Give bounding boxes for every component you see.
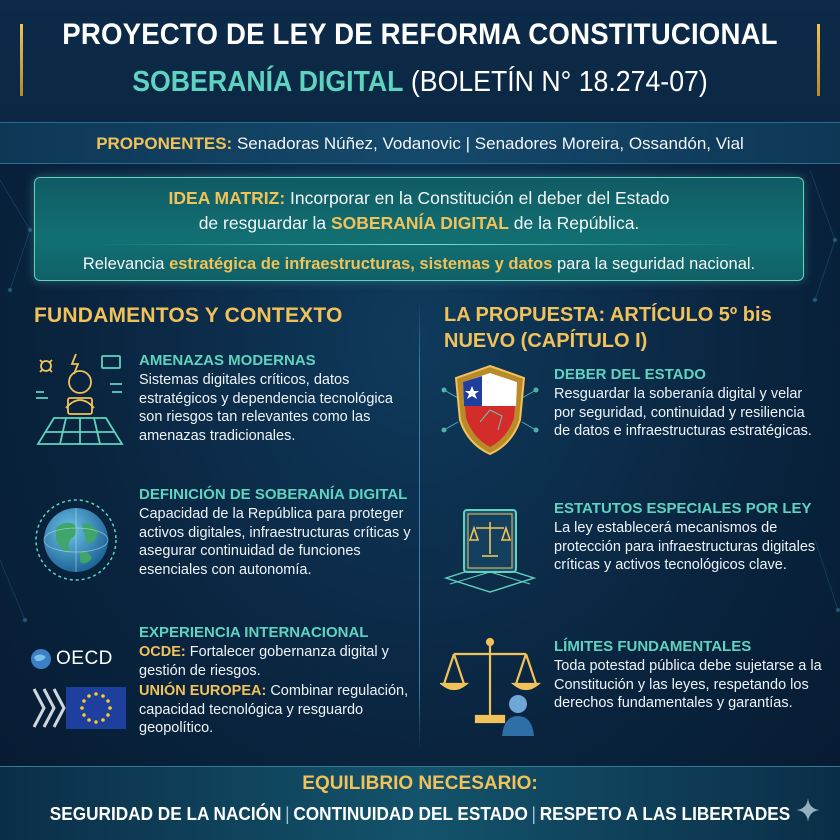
estatutos-title: ESTATUTOS ESPECIALES POR LEY xyxy=(554,500,812,517)
page-subtitle xyxy=(34,66,807,99)
footer-separator: | xyxy=(531,803,537,824)
globe-icon xyxy=(30,494,122,586)
experiencia-block xyxy=(139,624,409,738)
footer-item-libertades: RESPETO A LAS LIBERTADES xyxy=(539,803,791,824)
proponentes-bar xyxy=(0,122,840,164)
ue-description: Combinar regulación, capacidad tecnológica y resguardo geopolítico. xyxy=(139,683,409,736)
idea-line3 xyxy=(35,255,803,274)
ue-label: UNIÓN EUROPEA: xyxy=(139,683,267,699)
page-title: PROYECTO DE LEY DE REFORMA CONSTITUCIONAL xyxy=(62,18,778,51)
header-left-accent xyxy=(20,24,23,96)
idea-line1-text: Incorporar en la Constitución el deber del Estado xyxy=(285,188,670,208)
limites-text: Toda potestad pública debe sujetarse a la Constitución y las leyes, respetando los derechos fundamentales y garantías. xyxy=(554,658,822,711)
deber-block xyxy=(554,366,824,441)
footer-item-continuidad: CONTINUIDAD DEL ESTADO xyxy=(293,803,528,824)
limites-title: LÍMITES FUNDAMENTALES xyxy=(554,638,752,655)
chile-shield-icon xyxy=(440,360,540,460)
footer-item-seguridad: SEGURIDAD DE LA NACIÓN xyxy=(49,803,282,824)
header-right-accent xyxy=(817,24,820,96)
oecd-logo xyxy=(30,648,130,670)
idea-line3-prefix: Relevancia xyxy=(82,255,170,273)
fundamentos-heading: FUNDAMENTOS Y CONTEXTO xyxy=(34,304,343,327)
eu-flag-icon xyxy=(30,685,128,731)
sparkle-icon xyxy=(796,798,820,822)
ocde-text xyxy=(139,643,409,680)
scales-of-justice-icon xyxy=(440,632,544,742)
ocde-label: OCDE: xyxy=(139,644,186,660)
column-divider xyxy=(419,300,420,750)
definicion-title: DEFINICIÓN DE SOBERANÍA DIGITAL xyxy=(139,486,408,503)
oecd-globe-icon xyxy=(30,648,54,670)
proponentes-value: Senadoras Núñez, Vodanovic | Senadores Moreira, Ossandón, Vial xyxy=(232,134,744,153)
hacker-icon xyxy=(30,352,130,448)
amenazas-text: Sistemas digitales críticos, datos estratégicos y dependencia tecnológica son riesgos tan relevantes como las amenazas tradicionales. xyxy=(139,372,393,444)
ocde-description: Fortalecer gobernanza digital y gestión de riesgos. xyxy=(139,644,389,679)
proponentes-label: PROPONENTES: xyxy=(96,134,233,153)
propuesta-heading: LA PROPUESTA: ARTÍCULO 5º bis NUEVO (CAPÍTULO I) xyxy=(444,304,772,352)
experiencia-title: EXPERIENCIA INTERNACIONAL xyxy=(139,624,369,641)
footer xyxy=(0,766,840,840)
idea-line3-highlight: estratégica de infraestructuras, sistemas y datos xyxy=(169,255,553,273)
idea-line2 xyxy=(35,213,803,234)
definicion-text: Capacidad de la República para proteger activos digitales, infraestructuras críticas y asegurar continuidad de funciones esenciales con autonomía. xyxy=(139,506,411,578)
idea-line3-suffix: para la seguridad nacional. xyxy=(552,255,756,273)
law-book-icon xyxy=(440,500,540,600)
idea-matriz-box xyxy=(34,177,804,281)
subtitle-boletin: (BOLETÍN N° 18.274-07) xyxy=(403,66,708,98)
subtitle-highlight: SOBERANÍA DIGITAL xyxy=(132,66,404,98)
idea-line2-suffix: de la República. xyxy=(508,213,640,233)
limites-block xyxy=(554,638,824,713)
footer-separator: | xyxy=(285,803,290,824)
deber-text: Resguardar la soberanía digital y velar por seguridad, continuidad y resiliencia de datos e infraestructuras estratégicas. xyxy=(554,386,812,439)
oecd-logo-text: OECD xyxy=(56,648,113,669)
footer-title: EQUILIBRIO NECESARIO: xyxy=(302,773,538,794)
estatutos-text: La ley establecerá mecanismos de protección para infraestructuras digitales críticas y activos tecnológicos clave. xyxy=(554,520,816,573)
header xyxy=(0,0,840,122)
amenazas-block xyxy=(139,352,409,445)
ue-text xyxy=(139,682,409,738)
definicion-block xyxy=(139,486,414,579)
estatutos-block xyxy=(554,500,824,575)
idea-line2-highlight: SOBERANÍA DIGITAL xyxy=(331,213,509,233)
idea-line2-prefix: de resguardar la xyxy=(198,213,331,233)
idea-label: IDEA MATRIZ: xyxy=(168,188,286,208)
idea-separator xyxy=(95,244,743,245)
deber-title: DEBER DEL ESTADO xyxy=(554,366,706,383)
footer-items xyxy=(29,803,810,825)
idea-line1 xyxy=(35,188,803,209)
amenazas-title: AMENAZAS MODERNAS xyxy=(139,352,316,369)
